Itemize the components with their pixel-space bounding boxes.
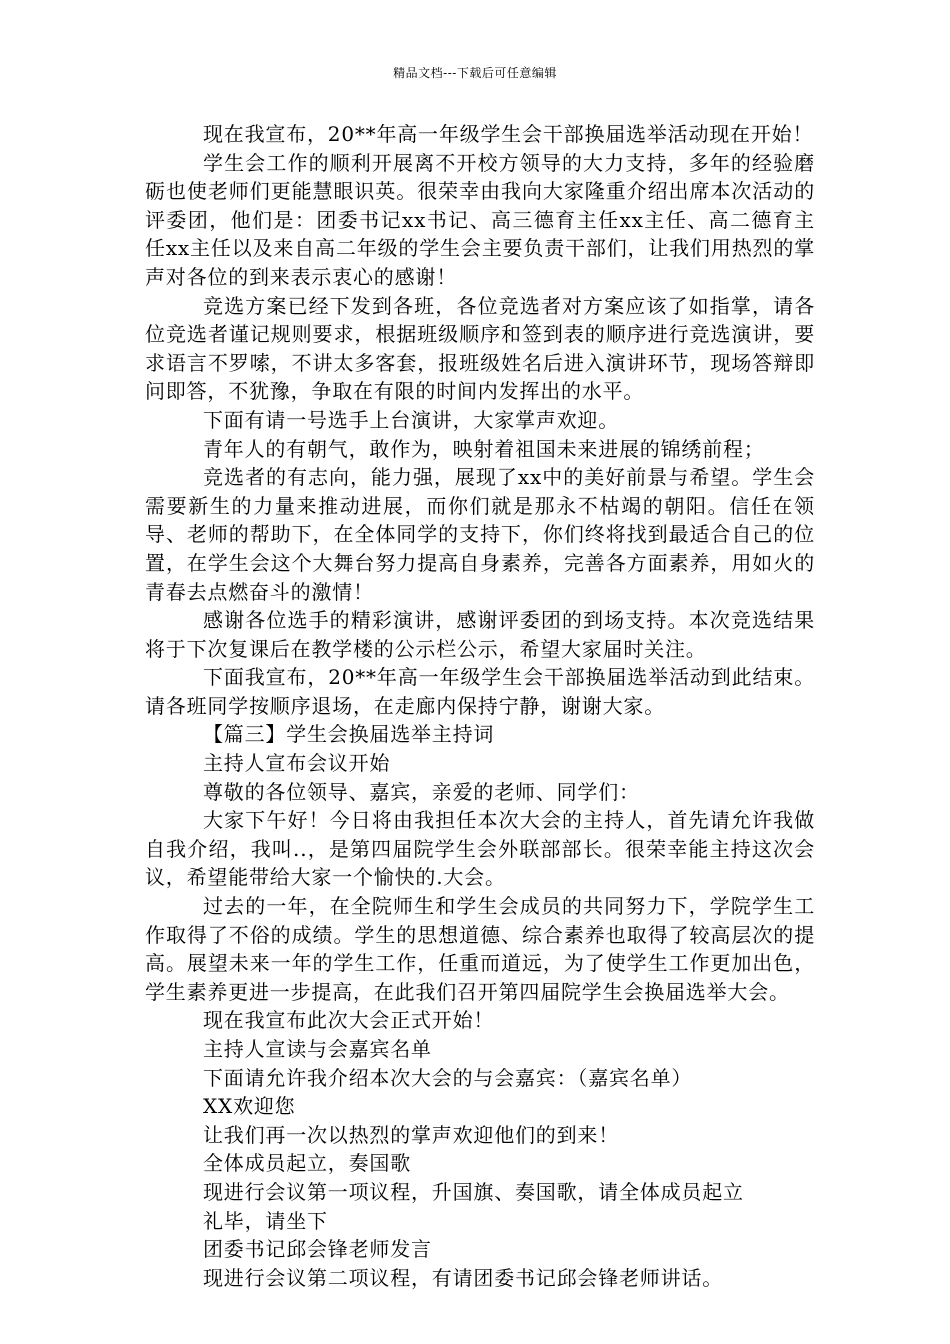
paragraph: 【篇三】学生会换届选举主持词 [203,722,495,747]
paragraph: 感谢各位选手的精彩演讲，感谢评委团的到场支持。本次竞选结果将于下次复课后在教学楼的公示栏公示，希望大家届时关注。 [145,608,815,661]
paragraph: 竞选方案已经下发到各班，各位竞选者对方案应该了如指掌，请各位竞选者谨记规则要求，根据班级顺序和签到表的顺序进行竞选演讲，要求语言不罗嗦，不讲太多客套，报班级姓名后进入演讲环节，现场答辩即问即答，不犹豫，争取在有限的时间内发挥出的水平。 [145,293,815,404]
paragraph: 现进行会议第一项议程，升国旗、奏国歌，请全体成员起立 [203,1179,744,1204]
paragraph: 尊敬的各位领导、嘉宾，亲爱的老师、同学们： [203,779,640,804]
paragraph: 竞选者的有志向，能力强，展现了xx中的美好前景与希望。学生会需要新生的力量来推动进展，而你们就是那永不枯竭的朝阳。信任在领导、老师的帮助下，在全体同学的支持下，你们终将找到最适合自己的位置，在学生会这个大舞台努力提高自身素养，完善各方面素养，用如火的青春去点燃奋斗的激情！ [145,465,815,604]
paragraph: 大家下午好！今日将由我担任本次大会的主持人，首先请允许我做自我介绍，我叫..，是第四届院学生会外联部部长。很荣幸能主持这次会议，希望能带给大家一个愉快的.大会。 [145,808,815,890]
document-body [145,120,815,1292]
paragraph: 过去的一年，在全院师生和学生会成员的共同努力下，学院学生工作取得了不俗的成绩。学生的思想道德、综合素养也取得了较高层次的提高。展望未来一年的学生工作，任重而道远，为了使学生工作更加出色，学生素养更进一步提高，在此我们召开第四届院学生会换届选举大会。 [145,894,815,1004]
paragraph: 礼毕，请坐下 [203,1208,328,1233]
paragraph: 现在我宣布此次大会正式开始！ [203,1008,495,1033]
paragraph: 下面我宣布，20**年高一年级学生会干部换届选举活动到此结束。请各班同学按顺序退场，在走廊内保持宁静，谢谢大家。 [145,665,815,718]
paragraph: 主持人宣布会议开始 [203,751,391,776]
paragraph: XX欢迎您 [203,1094,296,1119]
paragraph: 青年人的有朝气，敢作为，映射着祖国未来进展的锦绣前程； [203,436,765,461]
paragraph: 现进行会议第二项议程，有请团委书记邱会锋老师讲话。 [203,1265,723,1290]
paragraph: 学生会工作的顺利开展离不开校方领导的大力支持，多年的经验磨砺也使老师们更能慧眼识英。很荣幸由我向大家隆重介绍出席本次活动的评委团，他们是：团委书记xx书记、高三德育主任xx主任、高二德育主任xx主任以及来自高二年级的学生会主要负责干部们，让我们用热烈的掌声对各位的到来表示衷心的感谢！ [145,150,815,289]
page-header: 精品文档---下载后可任意编辑 [393,66,557,80]
paragraph: 现在我宣布，20**年高一年级学生会干部换届选举活动现在开始！ [203,122,814,146]
paragraph: 主持人宣读与会嘉宾名单 [203,1037,432,1061]
paragraph: 下面请允许我介绍本次大会的与会嘉宾：（嘉宾名单） [203,1065,693,1090]
paragraph: 全体成员起立，奏国歌 [203,1151,411,1176]
paragraph: 团委书记邱会锋老师发言 [203,1237,432,1262]
paragraph: 让我们再一次以热烈的掌声欢迎他们的到来！ [203,1122,619,1147]
paragraph: 下面有请一号选手上台演讲，大家掌声欢迎。 [203,407,619,432]
